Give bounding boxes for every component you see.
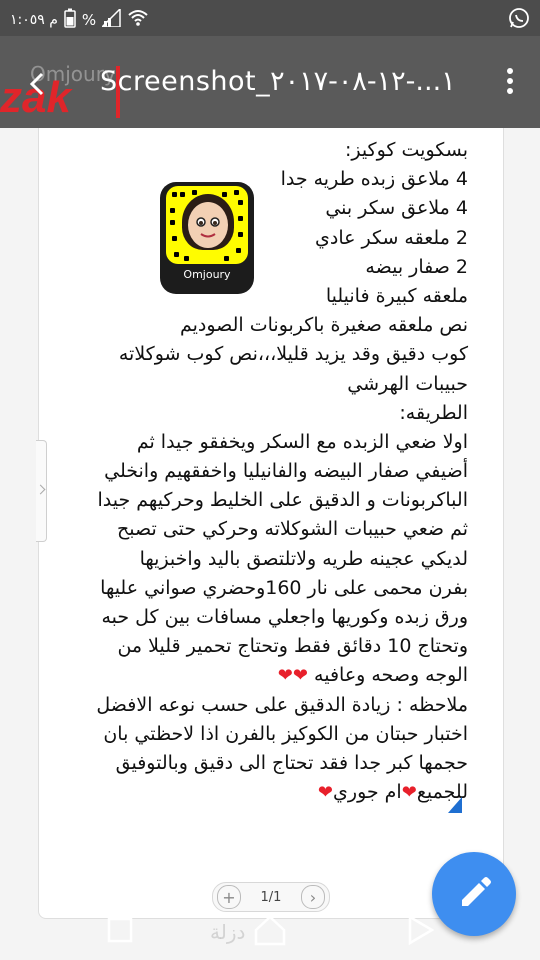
text-line: 4 ملاعق زبده طريه جدا: [280, 168, 468, 191]
more-options-button[interactable]: [502, 64, 518, 104]
text-line-with-hearts: [68, 661, 468, 690]
back-arrow-icon: [18, 64, 58, 104]
back-button[interactable]: [18, 64, 58, 104]
nav-recents-icon: [100, 912, 140, 948]
snapcode-username: Omjoury: [183, 268, 231, 281]
nav-home-icon: [250, 912, 290, 948]
selection-handle[interactable]: [448, 797, 462, 813]
wifi-icon: [128, 9, 148, 31]
text-line: ثم ضعي حبيبات الشوكلاته وحركي حتى تصبح: [117, 518, 468, 541]
signal-icon: [102, 9, 122, 31]
text-line: أضيفي صفار البيضه والفانيليا واخفقهيم وانخلي: [104, 460, 468, 483]
heart-icon: ❤: [277, 665, 293, 687]
text-line: وتحتاج 10 دقائق فقط وتحتاج تحمير قليلا من: [117, 635, 468, 658]
text-line: لديكي عجينه طريه ولاتلتصق باليد واخبزيها: [139, 547, 468, 570]
navigation-bar: [0, 900, 540, 960]
text-line: كوب دقيق وقد يزيد قليلا،،،نص كوب شوكلاته: [118, 343, 468, 366]
logo-bg-text: Omjoury: [30, 62, 116, 86]
text-line: للجميع: [416, 781, 468, 804]
text-line: ملاحظه : زيادة الدقيق على حسب نوعه الافضل: [96, 693, 468, 716]
battery-icon: [64, 8, 76, 32]
text-line: اختبار حبتان من الكوكيز بالفرن اذا لاحظتي بان: [103, 722, 468, 745]
text-line: ملعقه كبيرة فانيليا: [325, 284, 468, 307]
text-line: الباكربونات و الدقيق على الخليط وحركيهم جيدا: [97, 489, 468, 512]
text-line-signature: [68, 778, 468, 807]
nav-recents-button[interactable]: [100, 912, 140, 948]
nav-back-icon: [400, 912, 440, 948]
text-line: حجمها كبر جدا فقد تحتاج الى دقيق وبالتوفيق: [115, 751, 468, 774]
text-line: بفرن محمى على نار 160وحضري صواني عليها: [100, 576, 468, 599]
text-line: اولا ضعي الزبده مع السكر ويخفقو جيدا ثم: [136, 430, 468, 453]
document-title: Screenshot_١...-١٢-٠٨-٢٠١٧: [100, 66, 456, 97]
text-line: بسكويت كوكيز:: [344, 139, 468, 161]
text-line: 2 ملعقه سكر عادي: [315, 226, 468, 249]
side-drawer-handle[interactable]: [36, 440, 47, 542]
status-icons: [10, 8, 148, 32]
page-count: 1/1: [260, 889, 282, 905]
text-line: 4 ملاعق سكر بني: [325, 197, 468, 220]
heart-icon: ❤: [292, 665, 308, 687]
status-time: م ١:٠٥٩: [10, 12, 58, 28]
text-line: حبيبات الهرشي: [347, 372, 468, 395]
battery-percent: %: [81, 11, 97, 29]
text-line: 2 صفار بيضه: [365, 255, 468, 278]
nav-back-button[interactable]: [400, 912, 440, 948]
watermark-text: دزلة: [210, 920, 246, 944]
next-page-button[interactable]: ›: [301, 885, 325, 909]
svg-text:zak: zak: [0, 73, 71, 122]
more-vert-icon: [502, 68, 518, 94]
heart-icon: ❤: [401, 782, 417, 804]
zoom-in-button[interactable]: +: [217, 885, 241, 909]
app-bar: [0, 36, 540, 128]
heart-icon: ❤: [317, 782, 334, 804]
whatsapp-icon: [508, 7, 530, 29]
text-line: الطريقه:: [399, 401, 468, 424]
text-line: نص ملعقه صغيرة باكربونات الصوديم: [179, 314, 468, 337]
recipe-text: [68, 136, 468, 807]
text-line: الوجه وصحه وعافيه: [314, 664, 468, 687]
text-line: ورق زبده وكوريها واجعلي مسافات بين كل حبه: [101, 606, 468, 628]
text-line: ام جوري: [333, 781, 402, 804]
status-bar: [0, 0, 540, 36]
nav-home-button[interactable]: [250, 912, 290, 948]
